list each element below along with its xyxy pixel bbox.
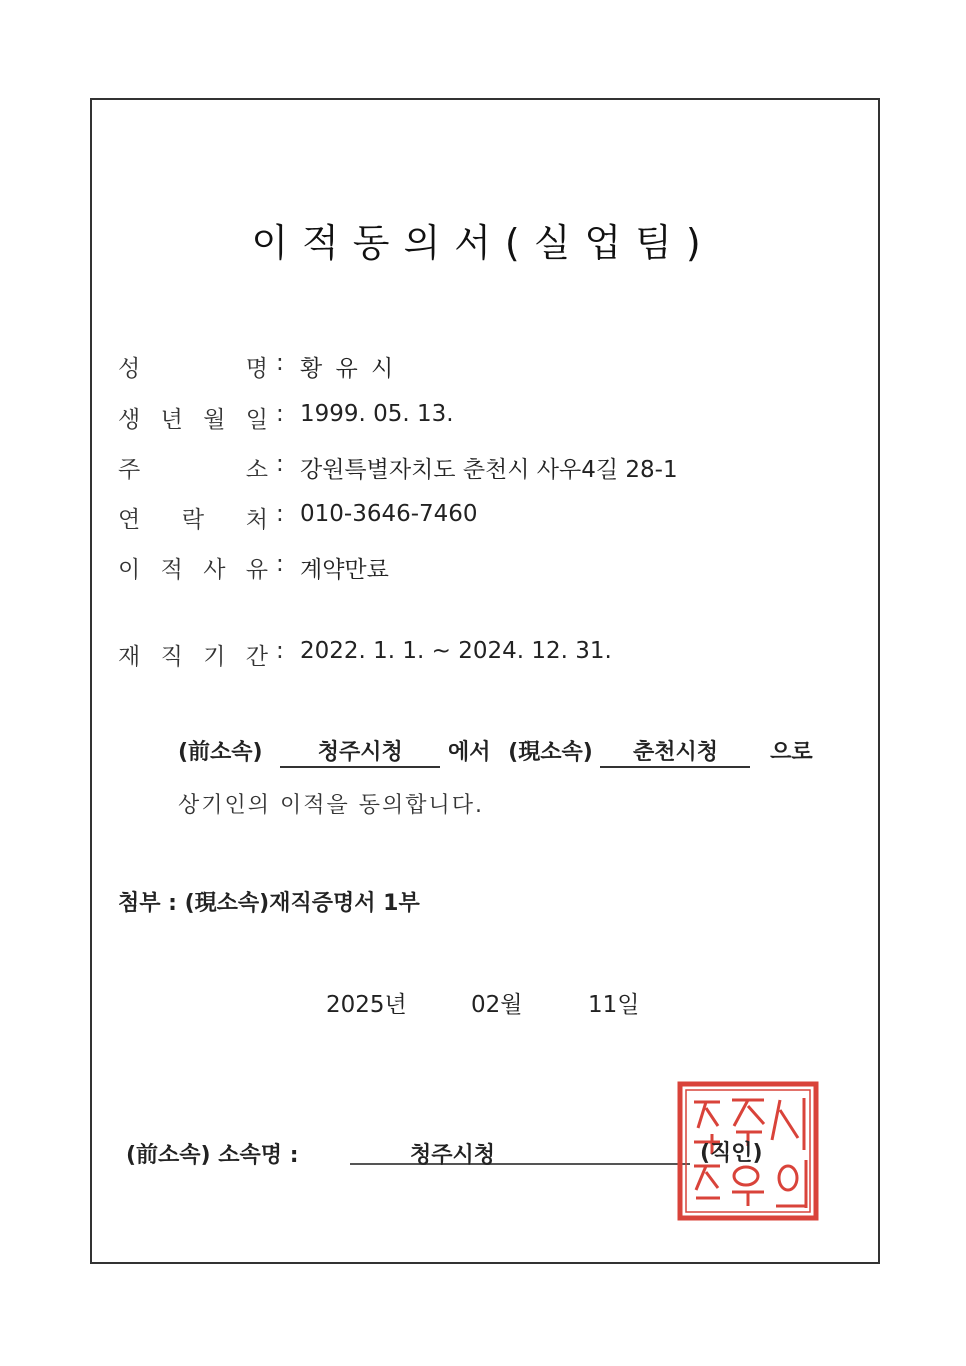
field-value: 황 유 시: [300, 356, 397, 382]
field-value: 010-3646-7460: [300, 501, 478, 527]
signature-name: 청주시청: [410, 1143, 496, 1168]
field-label: 이 적 사 유: [118, 557, 268, 583]
field-value: 1999. 05. 13.: [300, 401, 454, 427]
date-day: 11일: [588, 992, 640, 1018]
signature-label: (前소속) 소속명 :: [126, 1143, 299, 1168]
field-contact: [0, 501, 966, 535]
colon: :: [276, 451, 284, 477]
consent-line-1: [178, 735, 813, 768]
field-label: 재 직 기 간: [118, 644, 268, 670]
field-birthdate: [0, 401, 966, 435]
colon: :: [276, 501, 284, 527]
colon: :: [276, 638, 284, 664]
date-month: 02월: [471, 992, 523, 1018]
from-text: 에서: [447, 740, 491, 765]
prev-affiliation-value: 청주시청: [280, 735, 440, 768]
colon: :: [276, 401, 284, 427]
document-title: 이적동의서(실업팀): [251, 221, 715, 265]
prev-affiliation-label: (前소속): [178, 740, 263, 765]
seal-label: (직인): [700, 1141, 763, 1166]
signature-line: [350, 1163, 690, 1165]
curr-affiliation-label: (現소속): [508, 740, 593, 765]
curr-affiliation-value: 춘천시청: [600, 735, 750, 768]
field-value: 강원특별자치도 춘천시 사우4길 28-1: [300, 457, 678, 483]
field-value: 계약만료: [300, 557, 389, 583]
attachment-note: 첨부 : (現소속)재직증명서 1부: [118, 891, 420, 916]
to-text: 으로: [770, 740, 813, 765]
field-value: 2022. 1. 1. ~ 2024. 12. 31.: [300, 638, 612, 664]
colon: :: [276, 350, 284, 376]
field-name: [0, 350, 966, 384]
date-year: 2025년: [326, 992, 407, 1018]
field-address: [0, 451, 966, 485]
field-label: 주 소: [118, 457, 268, 483]
field-label: 연 락 처: [118, 507, 268, 533]
colon: :: [276, 551, 284, 577]
field-employment-period: [0, 638, 966, 672]
field-label: 생 년 월 일: [118, 407, 268, 433]
consent-line-2: 상기인의 이적을 동의합니다.: [178, 793, 485, 818]
field-label: 성 명: [118, 356, 268, 382]
field-transfer-reason: [0, 551, 966, 585]
